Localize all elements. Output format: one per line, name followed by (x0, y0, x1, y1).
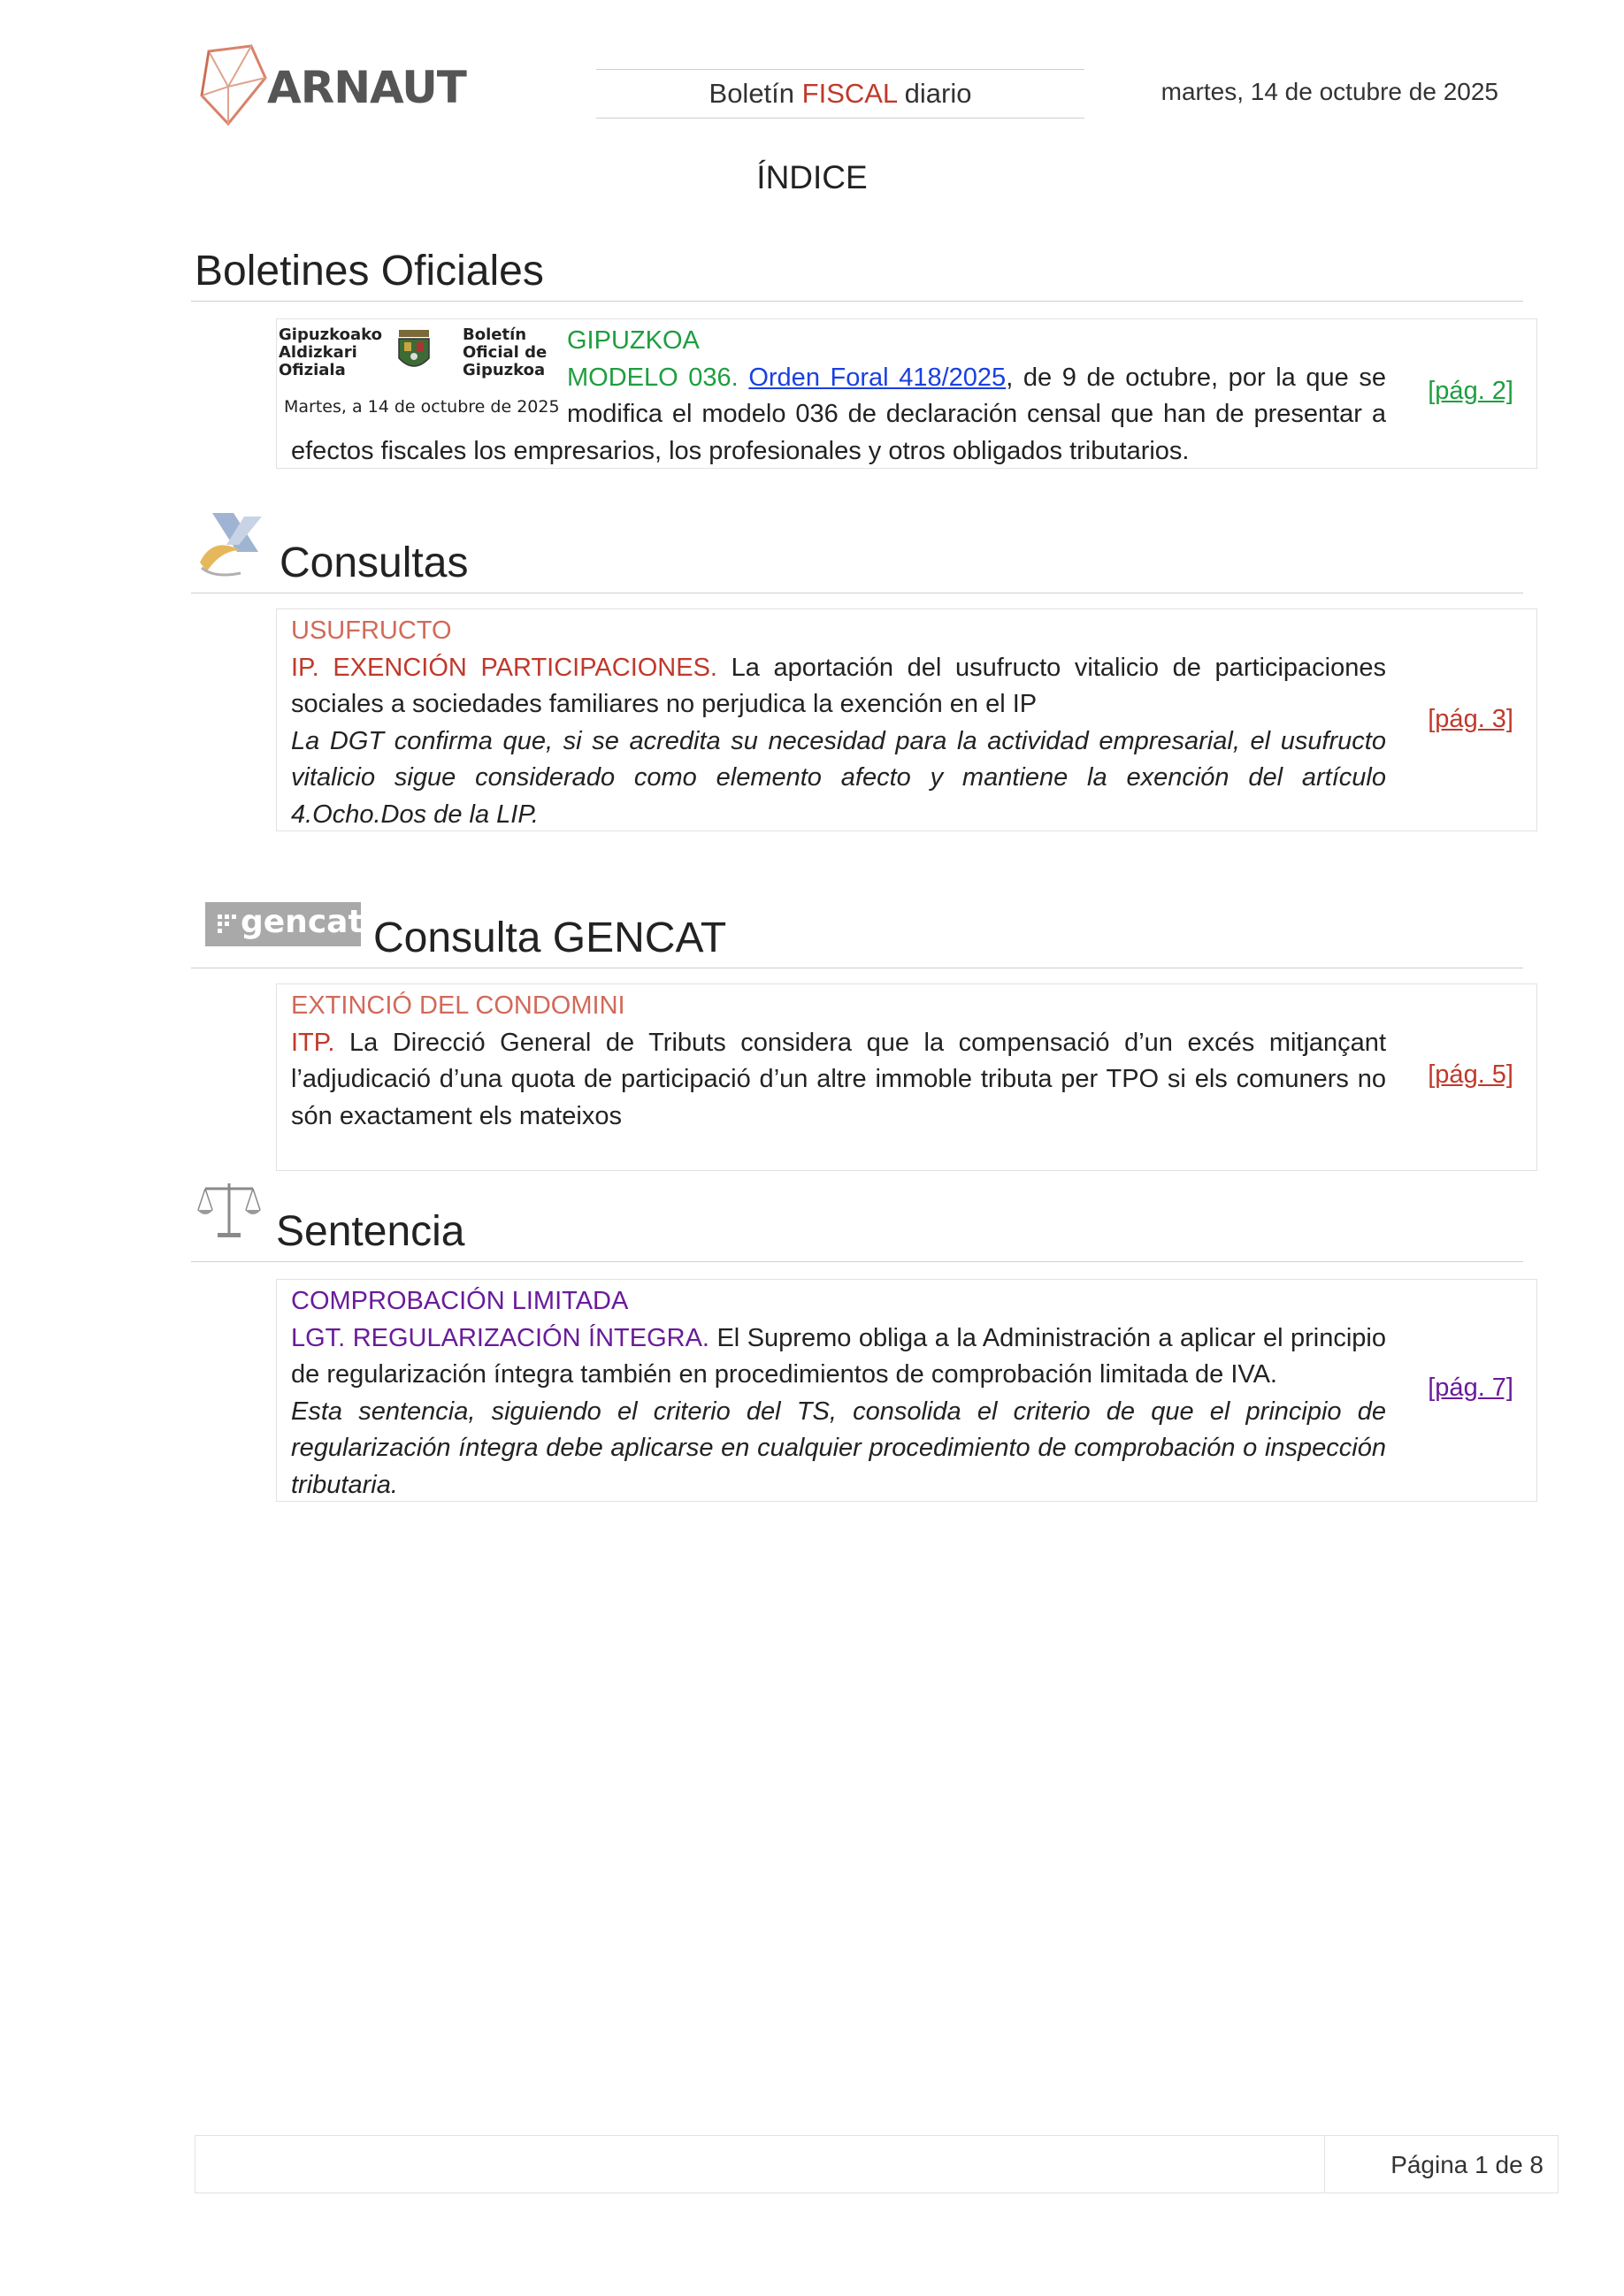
entry-text: COMPROBACIÓN LIMITADA LGT. REGULARIZACIÓN ÍNTEGRA. El Supremo obliga a la Administración a aplicar el principio de regularización íntegra también en procedimientos de comprobación limitada de IVA. Esta sentencia, siguiendo el criterio del TS, consolida el criterio de que el principio de regularización íntegra debe aplicarse en cualquier procedimiento de comprobación o inspección tributaria. (291, 1283, 1386, 1504)
entry-summary: Esta sentencia, siguiendo el criterio del TS, consolida el criterio de que el principio de regularización íntegra debe aplicarse en cualquier procedimiento de comprobación o inspección tributaria. (291, 1397, 1386, 1499)
page-ref-link[interactable]: [pág. 7] (1428, 1374, 1513, 1402)
entry-extincio-condomini (276, 983, 1537, 1171)
entry-text: GIPUZKOA MODELO 036. Orden Foral 418/2025, de 9 de octubre, por la que se modifica el modelo 036 de declaración censal que han de presentar a efectos fiscales los empresarios, los profesionales y otros obligados tributarios. (291, 323, 1386, 470)
entry-gipuzkoa (276, 318, 1537, 469)
entry-lead: LGT. REGULARIZACIÓN ÍNTEGRA. (291, 1323, 709, 1352)
footer-divider (1324, 2136, 1325, 2193)
entry-text: USUFRUCTO IP. EXENCIÓN PARTICIPACIONES. La aportación del usufructo vitalicio de participaciones sociales a sociedades familiares no perjudica la exención en el IP La DGT confirma que, si se acredita su necesidad para la actividad empresarial, el usufructo vitalicio sigue considerado como elemento afecto y mantiene la exención del artículo 4.Ocho.Dos de la LIP. (291, 613, 1386, 833)
gipuzkoa-bulletin-logo: Gipuzkoako Aldizkari Ofiziala Boletín Oficial de Gipuzkoa Martes, a 14 de octubre de 2025 (279, 325, 560, 417)
section-sentencia (191, 1173, 1523, 1262)
entry-lead: MODELO 036. (567, 363, 739, 392)
aeat-logo-icon (195, 508, 267, 580)
header-date: martes, 14 de octubre de 2025 (1161, 78, 1498, 105)
entry-comprobacion-limitada (276, 1279, 1537, 1502)
orden-foral-link[interactable]: Orden Foral 418/2025 (748, 363, 1007, 392)
page-number: Página 1 de 8 (1390, 2151, 1544, 2178)
entry-category: EXTINCIÓ DEL CONDOMINI (291, 991, 625, 1020)
arnaut-logo (198, 42, 466, 131)
section-consulta-gencat (191, 876, 1523, 968)
page-footer (195, 2135, 1559, 2193)
bulletin-title: Boletín FISCAL diario (596, 69, 1084, 119)
fiscal-highlight: FISCAL (801, 78, 898, 109)
arnaut-gem-icon (198, 42, 269, 131)
entry-usufructo (276, 608, 1537, 831)
entry-text: EXTINCIÓ DEL CONDOMINI ITP. La Direcció General de Tributs considera que la compensació d’un excés mitjançant l’adjudicació d’una quota de participació d’un altre immoble tributa per TPO si els comuners no són exactament els mateixos (291, 988, 1386, 1135)
entry-category: USUFRUCTO (291, 616, 452, 645)
gencat-logo: gencat (205, 902, 361, 946)
page-ref-link[interactable]: [pág. 3] (1428, 705, 1513, 733)
section-boletines-oficiales (191, 237, 1523, 302)
page-ref-link[interactable]: [pág. 2] (1428, 377, 1513, 405)
scales-of-justice-icon (196, 1176, 262, 1242)
section-consultas (191, 499, 1523, 593)
section-title: Sentencia (276, 1208, 465, 1255)
section-title: Boletines Oficiales (195, 248, 544, 295)
section-title: Consultas (280, 540, 469, 586)
entry-summary: La DGT confirma que, si se acredita su necesidad para la actividad empresarial, el usufructo vitalicio sigue considerado como elemento afecto y mantiene la exención del artículo 4.Ocho.Dos de la LIP. (291, 726, 1386, 829)
entry-category: COMPROBACIÓN LIMITADA (291, 1287, 629, 1315)
index-title: ÍNDICE (756, 159, 868, 195)
brand-name: ARNAUT (267, 62, 466, 113)
entry-lead: IP. EXENCIÓN PARTICIPACIONES. (291, 653, 717, 682)
bulletin-date: Martes, a 14 de octubre de 2025 (284, 397, 560, 417)
gencat-dots-icon (218, 915, 237, 934)
section-title: Consulta GENCAT (373, 915, 727, 961)
entry-category: GIPUZKOA (567, 326, 700, 355)
entry-lead: ITP. (291, 1028, 335, 1057)
page-ref-link[interactable]: [pág. 5] (1428, 1060, 1513, 1089)
